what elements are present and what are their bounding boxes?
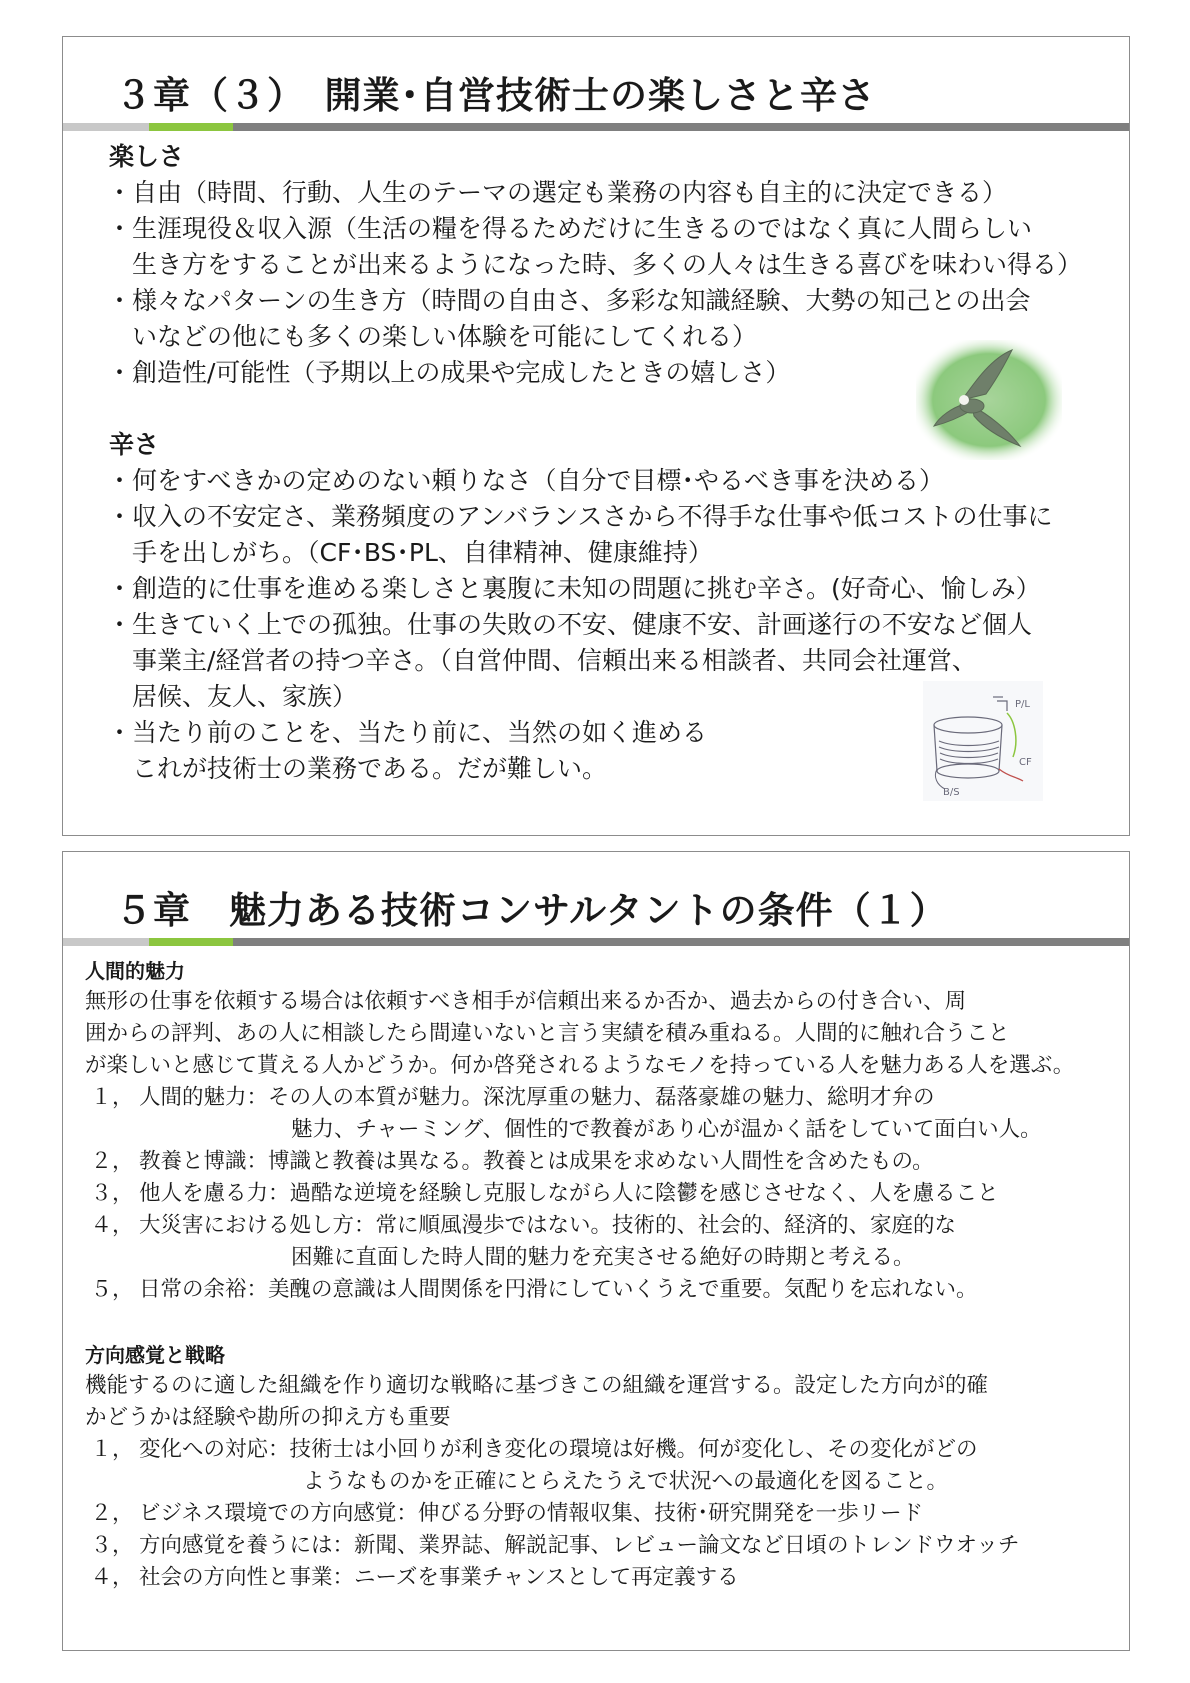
sketch-label-cf: CF xyxy=(1019,757,1032,768)
slide-chapter5 xyxy=(62,851,1130,1651)
eagle-image xyxy=(916,340,1062,460)
joy-line: ・生涯現役＆収入源（生活の糧を得るためだけに生きるのではなく真に人間らしい xyxy=(107,214,1033,243)
list-item: ５， 日常の余裕：美醜の意識は人間関係を円滑にしていくうえで重要。気配りを忘れない。 xyxy=(90,1277,978,1302)
hard-heading: 辛さ xyxy=(109,430,160,459)
hard-line: ・何をすべきかの定めのない頼りなさ（自分で目標･やるべき事を決める） xyxy=(107,466,945,495)
title-rule xyxy=(63,123,1129,131)
hard-line: ・創造的に仕事を進める楽しさと裏腹に未知の問題に挑む辛さ。(好奇心、愉しみ） xyxy=(107,574,1041,603)
intro-line: 囲からの評判、あの人に相談したら間違いないと言う実績を積み重ねる。人間的に触れ合うこと xyxy=(85,1021,1010,1046)
joy-line: いなどの他にも多くの楽しい体験を可能にしてくれる） xyxy=(107,322,758,351)
slide-chapter3 xyxy=(62,36,1130,836)
hard-line: ・収入の不安定さ、業務頻度のアンバランスさから不得手な仕事や低コストの仕事に xyxy=(107,502,1053,531)
list-item: ２， 教養と博識：博識と教養は異なる。教養とは成果を求めない人間性を含めたもの。 xyxy=(90,1149,934,1174)
bucket-sketch-image xyxy=(923,681,1043,801)
list-item: １， 人間的魅力：その人の本質が魅力。深沈厚重の魅力、磊落豪雄の魅力、総明才弁の xyxy=(90,1085,935,1110)
list-item: ３， 方向感覚を養うには：新聞、業界誌、解説記事、レビュー論文など日頃のトレンドウオッチ xyxy=(90,1533,1020,1558)
list-item-continuation: ようなものかを正確にとらえたうえで状況への最適化を図ること。 xyxy=(303,1469,949,1494)
intro-line: 機能するのに適した組織を作り適切な戦略に基づきこの組織を運営する。設定した方向が的確 xyxy=(85,1373,989,1398)
title-rule xyxy=(63,938,1129,946)
joy-line: ・様々なパターンの生き方（時間の自由さ、多彩な知識経験、大勢の知己との出会 xyxy=(107,286,1031,315)
list-item: １， 変化への対応：技術士は小回りが利き変化の環境は好機。何が変化し、その変化がどの xyxy=(90,1437,978,1462)
section-heading-human-charm: 人間的魅力 xyxy=(85,959,185,983)
list-item: ４， 大災害における処し方：常に順風漫歩ではない。技術的、社会的、経済的、家庭的な xyxy=(90,1213,957,1238)
sketch-label-pl: P/L xyxy=(1015,699,1030,710)
hard-line: 手を出しがち。（CF･BS･PL、自律精神、健康維持） xyxy=(107,538,713,567)
list-item: ２， ビジネス環境での方向感覚：伸びる分野の情報収集、技術･研究開発を一歩リード xyxy=(90,1501,924,1526)
intro-line: 無形の仕事を依頼する場合は依頼すべき相手が信頼出来るか否か、過去からの付き合い、周 xyxy=(85,989,967,1014)
hard-line: 事業主/経営者の持つ辛さ。（自営仲間、信頼出来る相談者、共同会社運営、 xyxy=(107,646,977,675)
list-item: ３， 他人を慮る力：過酷な逆境を経験し克服しながら人に陰鬱を感じさせなく、人を慮ること xyxy=(90,1181,999,1206)
intro-line: が楽しいと感じて貰える人かどうか。何か啓発されるようなモノを持っている人を魅力ある人を選ぶ。 xyxy=(85,1053,1075,1078)
intro-line: かどうかは経験や勘所の抑え方も重要 xyxy=(85,1405,451,1430)
hard-line: ・生きていく上での孤独。仕事の失敗の不安、健康不安、計画遂行の不安など個人 xyxy=(107,610,1033,639)
hard-line: これが技術士の業務である。だが難しい。 xyxy=(107,754,608,783)
slide1-title: ３章（３） 開業･自営技術士の楽しさと辛さ xyxy=(115,74,876,117)
joy-line: 生き方をすることが出来るようになった時、多くの人々は生きる喜びを味わい得る） xyxy=(107,250,1083,279)
list-item-continuation: 魅力、チャーミング、個性的で教養があり心が温かく話をしていて面白い人。 xyxy=(291,1117,1042,1142)
sketch-label-bs: B/S xyxy=(943,787,960,798)
joy-line: ・自由（時間、行動、人生のテーマの選定も業務の内容も自主的に決定できる） xyxy=(107,178,1008,207)
section-heading-direction-strategy: 方向感覚と戦略 xyxy=(85,1343,225,1367)
list-item-continuation: 困難に直面した時人間的魅力を充実させる絶好の時期と考える。 xyxy=(291,1245,915,1270)
hard-line: ・当たり前のことを、当たり前に、当然の如く進める xyxy=(107,718,708,747)
hard-line: 居候、友人、家族） xyxy=(107,682,358,711)
list-item: ４， 社会の方向性と事業：ニーズを事業チャンスとして再定義する xyxy=(90,1565,739,1590)
joy-heading: 楽しさ xyxy=(109,142,185,171)
joy-line: ・創造性/可能性（予期以上の成果や完成したときの嬉しさ） xyxy=(107,358,791,387)
slide2-title: ５章 魅力ある技術コンサルタントの条件（１） xyxy=(115,889,948,932)
